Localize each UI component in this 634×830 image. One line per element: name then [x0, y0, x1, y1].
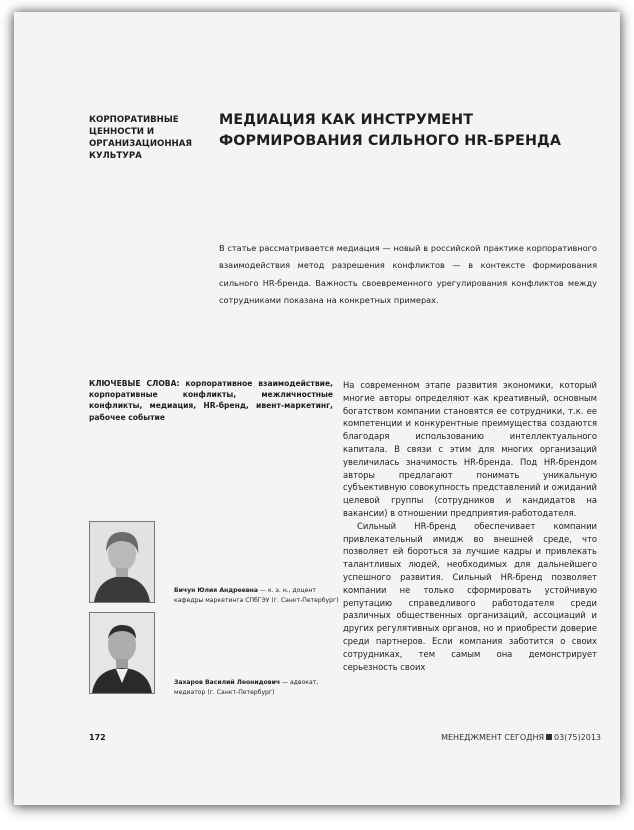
- section-line: КУЛЬТУРА: [89, 151, 142, 161]
- author-details: — адвокат, медиатор (г. Санкт-Петербург): [174, 679, 319, 696]
- section-heading: [89, 114, 209, 162]
- section-line: ОРГАНИЗАЦИОННАЯ: [89, 139, 192, 149]
- journal-name: МЕНЕДЖМЕНТ СЕГОДНЯ: [441, 733, 545, 742]
- section-line: ЦЕННОСТИ И: [89, 127, 155, 137]
- author-name: Захаров Василий Леонидович: [174, 679, 281, 686]
- author-photo-2: [89, 612, 155, 694]
- article-body: [343, 379, 597, 697]
- author-photo-1: [89, 521, 155, 603]
- body-paragraph: На современном этапе развития экономики, который многие авторы определяют как креативный, основным богатством компании становятся ее сотрудники, т.к. ее компетенции и конкурентные преимущества создаются благодаря использованию интеллектуального капитала. В связи с этим для многих организаций увеличилась значимость HR-бренда. Под HR-брендом авторы предлагают понимать уникальную субъективную совокупность представлений и ожиданий целевой группы (сотрудников и кандидатов на вакансии) в отношении предприятия-работодателя.: [343, 380, 597, 518]
- keywords-block: КЛЮЧЕВЫЕ СЛОВА: корпоративное взаимодействие, корпоративные конфликты, межличностные конфликты, медиация, HR-бренд, ивент-маркетинг, рабочее событие: [89, 379, 333, 422]
- author-caption-1: [174, 586, 339, 605]
- issue-number: 03(75)2013: [554, 733, 601, 742]
- author-details: — к. э. н., доцент кафедры маркетинга СПбГЭУ (г. Санкт-Петербург): [174, 587, 339, 604]
- article-abstract: В статье рассматривается медиация — новый в российской практике корпоративного взаимодействия метод разрешения конфликтов — в контексте формирования сильного HR-бренда. Важность своевременного урегулирования конфликтов между сотрудниками показана на конкретных примерах.: [219, 243, 597, 305]
- author-caption-2: [174, 678, 339, 697]
- journal-footer: [441, 733, 601, 742]
- body-paragraph: Сильный HR-бренд обеспечивает компании привлекательный имидж во внешней среде, что позволяет ей бороться за лучшие кадры и привлекать талантливых людей, необходимых для дальнейшего успешного развития. Сильный HR-бренд позволяет компании не только сформировать устойчивую репутацию справедливого работодателя среди различных общественных организаций, ассоциаций и других регулятивных органов, но и приобрести доверие среди партнеров. Если компания заботится о своих сотрудниках, тем самым она демонстрирует серьезность своих: [343, 520, 597, 672]
- section-line: КОРПОРАТИВНЫЕ: [89, 115, 179, 125]
- author-name: Бичун Юлия Андреевна: [174, 587, 258, 594]
- article-title: [219, 110, 599, 152]
- title-line: МЕДИАЦИЯ КАК ИНСТРУМЕНТ: [219, 112, 474, 128]
- page-number: 172: [89, 733, 106, 742]
- title-line: ФОРМИРОВАНИЯ СИЛЬНОГО HR-БРЕНДА: [219, 133, 562, 149]
- square-separator-icon: [546, 734, 552, 740]
